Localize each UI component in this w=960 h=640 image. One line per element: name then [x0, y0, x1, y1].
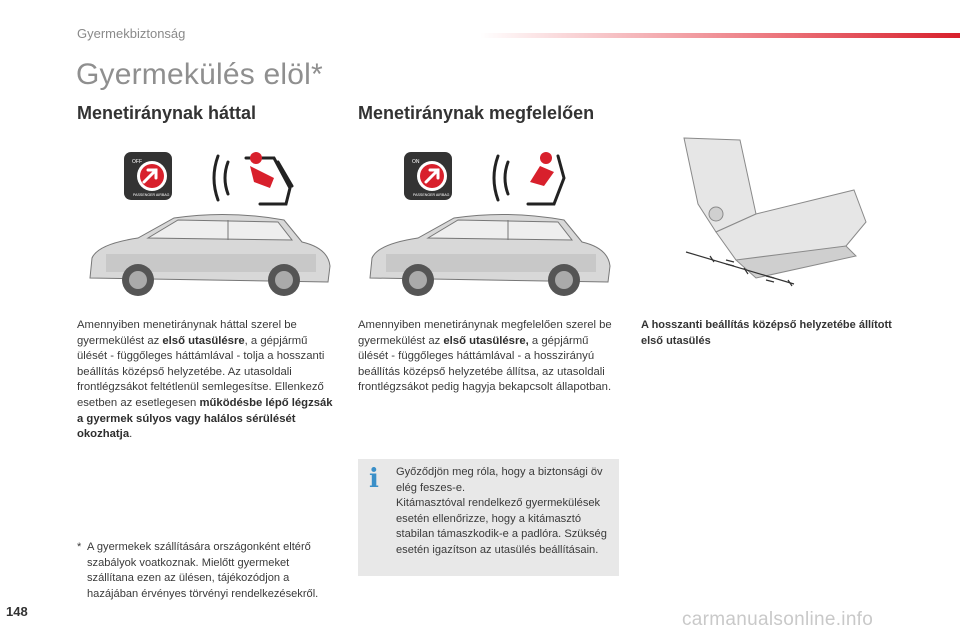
airbag-off-label: OFF	[132, 159, 142, 165]
rear-text-1: Amennyiben menetiránynak háttal szerel be gyermekülést az	[77, 319, 297, 347]
car-icon-forward	[370, 214, 610, 296]
airbag-label-forward: PASSENGER AIRBAG	[413, 193, 450, 197]
rear-facing-illustration	[78, 148, 340, 303]
page-number: 148	[6, 604, 28, 619]
airbag-on-label: ON	[412, 159, 420, 165]
section-label: Gyermekbiztonság	[77, 26, 186, 41]
rear-text-3: .	[129, 428, 133, 441]
info-text-2: Kitámasztóval rendelkező gyermekülések esetén ellenőrizze, hogy a kitámasztó stabilan támaszkodik-e a padlóra. Szükség esetén igazítson az utasülés beállításain.	[396, 497, 607, 556]
page-title: Gyermekülés elöl*	[76, 58, 323, 91]
info-icon: i	[369, 464, 379, 494]
airbag-on-icon	[404, 152, 452, 200]
rear-child-seat-icon	[214, 156, 292, 204]
seat-illustration	[676, 134, 876, 294]
airbag-label-rear: PASSENGER AIRBAG	[133, 193, 170, 197]
info-box	[358, 459, 619, 576]
info-text	[396, 465, 614, 559]
forward-child-figure	[530, 152, 554, 186]
header-accent-bar	[480, 33, 960, 38]
footnote	[77, 540, 337, 602]
forward-facing-text	[358, 318, 616, 396]
rear-text-bold-2: működésbe lépő légzsák a gyermek súlyos vagy halálos sérülését okozhatja	[77, 396, 333, 441]
car-icon-rear	[90, 214, 330, 296]
rear-text-2: , a gépjármű ülését - függőleges háttámlával - tolja a hosszanti beállítás középső helyzetébe. Az utasoldali frontlégzsákot feltétlenül semlegesítse. Ellenkező esetben az esetlegesen	[77, 334, 325, 409]
forward-child-seat-icon	[494, 156, 564, 204]
seat-caption: A hosszanti beállítás középső helyzetébe állított első utasülés	[641, 319, 892, 347]
heading-forward-facing: Menetiránynak megfelelően	[358, 103, 595, 123]
forward-text-bold-1: első utasülésre,	[443, 334, 529, 347]
footnote-text: A gyermekek szállítására országonként eltérő szabályok voatkoznak. Mielőtt gyermeket szállítana ezen az ülésen, tájékozódjon a hazájában érvényes törvényi rendelkezésekről.	[87, 541, 319, 600]
rear-text-bold-1: első utasülésre	[162, 334, 245, 347]
forward-text-1: Amennyiben menetiránynak megfelelően szerel be gyermekülést az	[358, 319, 612, 347]
forward-facing-illustration	[358, 148, 620, 303]
info-text-1: Győződjön meg róla, hogy a biztonsági öv elég feszes-e.	[396, 466, 603, 494]
footnote-marker: *	[77, 541, 82, 553]
forward-text-2: a gépjármű ülését - függőleges háttámlával - a hosszirányú beállítás középső helyzetébe állítsa, az utasoldali frontlégzsákot pedig hagyja bekapcsolt állapotban.	[358, 334, 612, 394]
rear-facing-text	[77, 318, 339, 443]
airbag-off-icon	[124, 152, 172, 200]
watermark: carmanualsonline.info	[682, 609, 874, 630]
heading-rear-facing: Menetiránynak háttal	[77, 103, 257, 123]
